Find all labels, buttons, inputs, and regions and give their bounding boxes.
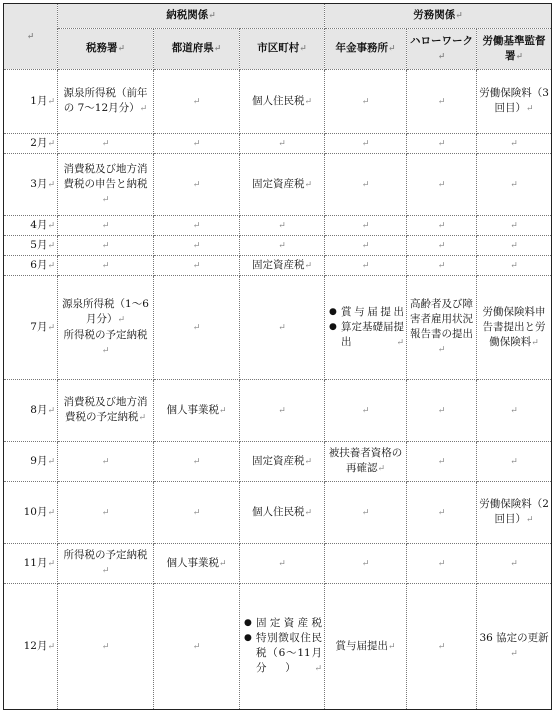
- municipality-cell: ↵: [240, 380, 325, 442]
- municipality-cell: 個人住民税↵: [240, 482, 325, 544]
- prefecture-cell: ↵: [154, 216, 240, 236]
- labor-std-cell: ↵: [477, 442, 552, 482]
- month-cell: 3月↵: [4, 154, 58, 216]
- table-row: [4, 584, 552, 710]
- table-row: [4, 442, 552, 482]
- tax-office-cell: ↵: [58, 216, 154, 236]
- pension-cell: ↵: [325, 380, 407, 442]
- municipality-cell: 個人住民税↵: [240, 70, 325, 134]
- labor-std-cell: ↵: [477, 154, 552, 216]
- month-cell: 11月↵: [4, 544, 58, 584]
- pension-cell: ↵: [325, 154, 407, 216]
- col-header-hellowork: ハローワーク↵: [407, 29, 477, 70]
- tax-office-cell: ↵: [58, 236, 154, 256]
- month-cell: 8月↵: [4, 380, 58, 442]
- table-row: [4, 482, 552, 544]
- pension-cell: ↵: [325, 256, 407, 276]
- labor-std-cell: 36 協定の更新↵: [477, 584, 552, 710]
- month-cell: 7月↵: [4, 276, 58, 380]
- hellowork-cell: ↵: [407, 236, 477, 256]
- municipality-cell: ↵: [240, 216, 325, 236]
- pension-cell: ↵: [325, 70, 407, 134]
- hellowork-cell: 高齢者及び障害者雇用状況報告書の提出↵: [407, 276, 477, 380]
- prefecture-cell: ↵: [154, 442, 240, 482]
- pension-cell: ↵: [325, 544, 407, 584]
- hellowork-cell: ↵: [407, 442, 477, 482]
- prefecture-cell: 個人事業税↵: [154, 544, 240, 584]
- month-cell: 6月↵: [4, 256, 58, 276]
- tax-office-cell: ↵: [58, 482, 154, 544]
- pension-cell: ↵: [325, 236, 407, 256]
- tax-office-cell: ↵: [58, 256, 154, 276]
- month-cell: 1月↵: [4, 70, 58, 134]
- tax-office-cell: ↵: [58, 442, 154, 482]
- labor-std-cell: 労働保険料申告書提出と労働保険料↵: [477, 276, 552, 380]
- labor-std-cell: 労働保険料（2回目）↵: [477, 482, 552, 544]
- municipality-cell: 固定資産税↵: [240, 256, 325, 276]
- municipality-cell: [240, 584, 325, 710]
- hellowork-cell: ↵: [407, 134, 477, 154]
- tax-office-cell: 消費税及び地方消費税の申告と納税↵: [58, 154, 154, 216]
- col-header-labor-std: 労働基準監督署↵: [477, 29, 552, 70]
- hellowork-cell: ↵: [407, 70, 477, 134]
- municipality-cell: 固定資産税↵: [240, 442, 325, 482]
- labor-std-cell: ↵: [477, 236, 552, 256]
- month-cell: 2月↵: [4, 134, 58, 154]
- prefecture-cell: 個人事業税↵: [154, 380, 240, 442]
- table-row: [4, 154, 552, 216]
- pension-cell: ↵: [325, 482, 407, 544]
- bullet-item: ● 算定基礎届提出↵: [341, 320, 404, 351]
- labor-std-cell: ↵: [477, 216, 552, 236]
- bullet-list: [242, 616, 322, 677]
- prefecture-cell: ↵: [154, 236, 240, 256]
- pension-cell: [325, 276, 407, 380]
- month-cell: 4月↵: [4, 216, 58, 236]
- bullet-list: [327, 305, 404, 351]
- month-cell: 10月↵: [4, 482, 58, 544]
- hellowork-cell: ↵: [407, 216, 477, 236]
- hellowork-cell: ↵: [407, 482, 477, 544]
- prefecture-cell: ↵: [154, 154, 240, 216]
- municipality-cell: ↵: [240, 236, 325, 256]
- corner-cell: ↵: [4, 4, 58, 70]
- month-cell: 12月↵: [4, 584, 58, 710]
- municipality-cell: ↵: [240, 544, 325, 584]
- municipality-cell: ↵: [240, 134, 325, 154]
- table-row: [4, 276, 552, 380]
- annual-schedule-table: [3, 3, 552, 710]
- hellowork-cell: ↵: [407, 380, 477, 442]
- month-cell: 5月↵: [4, 236, 58, 256]
- hellowork-cell: ↵: [407, 154, 477, 216]
- month-cell: 9月↵: [4, 442, 58, 482]
- labor-std-cell: ↵: [477, 380, 552, 442]
- tax-office-cell: 源泉所得税（前年の 7～12月分）↵: [58, 70, 154, 134]
- bullet-item: ● 固定資産税: [256, 616, 322, 631]
- labor-std-cell: ↵: [477, 256, 552, 276]
- tax-office-cell: 所得税の予定納税↵: [58, 544, 154, 584]
- table-row: [4, 236, 552, 256]
- table-row: [4, 134, 552, 154]
- tax-office-cell: ↵: [58, 134, 154, 154]
- tax-office-cell: ↵: [58, 584, 154, 710]
- labor-std-cell: 労働保険料（3回目）↵: [477, 70, 552, 134]
- table-row: [4, 256, 552, 276]
- tax-office-cell: 消費税及び地方消費税の予定納税↵: [58, 380, 154, 442]
- group-header-labor: 労務関係↵: [325, 4, 552, 29]
- municipality-cell: 固定資産税↵: [240, 154, 325, 216]
- table-row: [4, 380, 552, 442]
- municipality-cell: ↵: [240, 276, 325, 380]
- prefecture-cell: ↵: [154, 256, 240, 276]
- prefecture-cell: ↵: [154, 482, 240, 544]
- hellowork-cell: ↵: [407, 256, 477, 276]
- pension-cell: 賞与届提出↵: [325, 584, 407, 710]
- col-header-prefecture: 都道府県↵: [154, 29, 240, 70]
- table-row: [4, 70, 552, 134]
- table-row: [4, 216, 552, 236]
- col-header-municipality: 市区町村↵: [240, 29, 325, 70]
- hellowork-cell: ↵: [407, 584, 477, 710]
- prefecture-cell: ↵: [154, 276, 240, 380]
- prefecture-cell: ↵: [154, 70, 240, 134]
- tax-office-cell: 源泉所得税（1～6月分）↵ 所得税の予定納税 ↵: [58, 276, 154, 380]
- col-header-pension: 年金事務所↵: [325, 29, 407, 70]
- bullet-item: ● 賞与届提出: [341, 305, 404, 320]
- prefecture-cell: ↵: [154, 134, 240, 154]
- labor-std-cell: ↵: [477, 544, 552, 584]
- col-header-tax-office: 税務署↵: [58, 29, 154, 70]
- hellowork-cell: ↵: [407, 544, 477, 584]
- pension-cell: ↵: [325, 216, 407, 236]
- pension-cell: 被扶養者資格の再確認↵: [325, 442, 407, 482]
- bullet-item: ● 特別徴収住民税（6～11月分）↵: [256, 631, 322, 677]
- prefecture-cell: ↵: [154, 584, 240, 710]
- table-row: [4, 544, 552, 584]
- labor-std-cell: ↵: [477, 134, 552, 154]
- group-header-tax: 納税関係↵: [58, 4, 325, 29]
- pension-cell: ↵: [325, 134, 407, 154]
